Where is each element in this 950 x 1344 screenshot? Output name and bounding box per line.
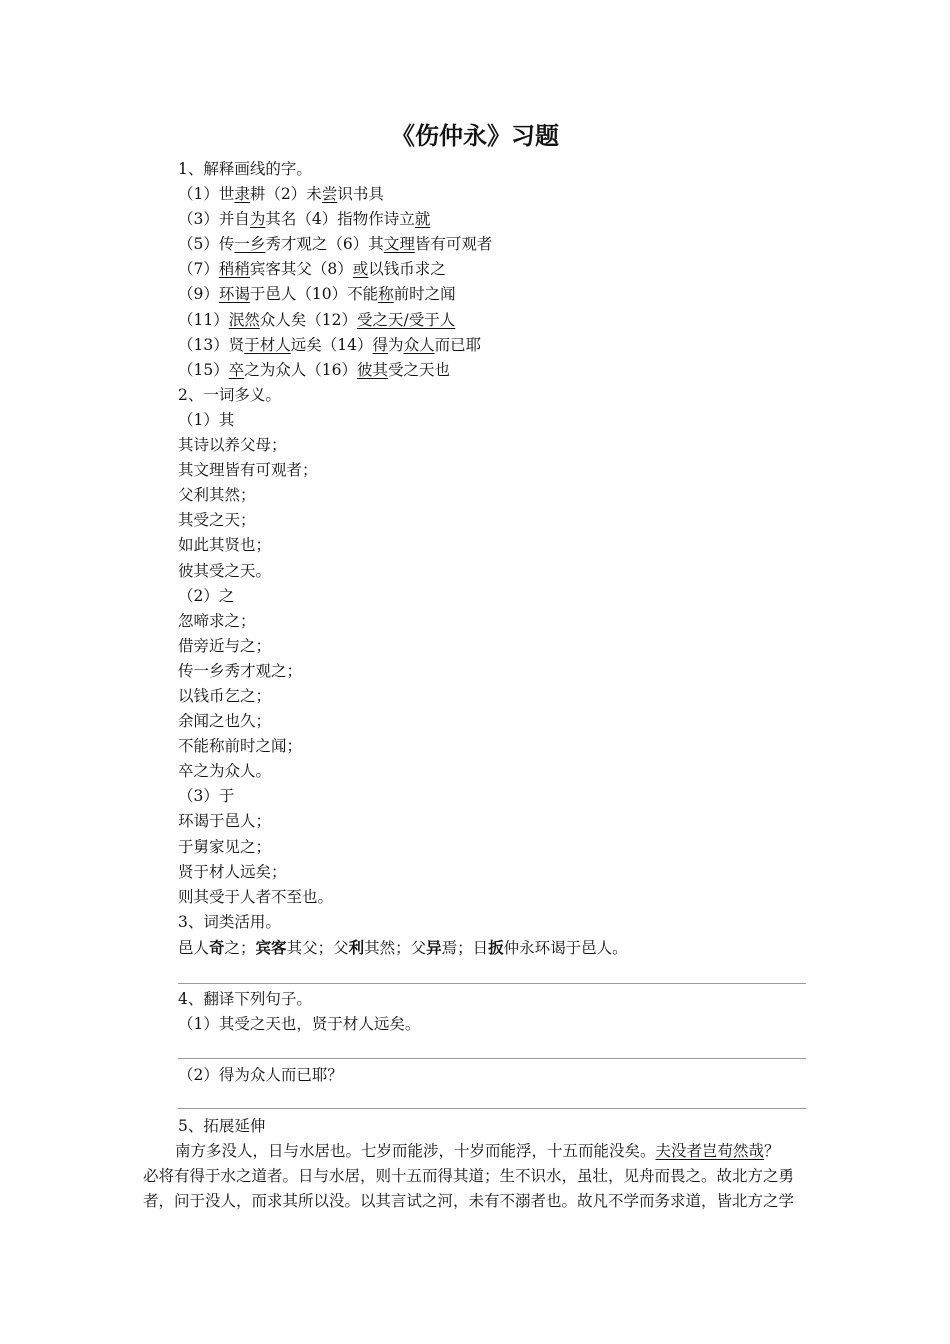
- list-item: 借旁近与之；: [178, 636, 272, 655]
- group-label: （1）其: [178, 410, 235, 429]
- list-item: 则其受于人者不至也。: [178, 887, 334, 906]
- list-item: 传一乡秀才观之；: [178, 661, 303, 680]
- list-item: 其文理皆有可观者；: [178, 461, 318, 480]
- q1-row: （1）世隶耕（2）未尝识书具: [178, 185, 384, 204]
- list-item: 余闻之也久；: [178, 712, 272, 731]
- translate-sentence-1: （1）其受之天也，贤于材人远矣。: [178, 1015, 421, 1034]
- answer-line: [178, 1058, 806, 1059]
- passage-line: 南方多没人，日与水居也。七岁而能涉，十岁而能浮，十五而能没矣。夫没者岂苟然哉？: [175, 1142, 780, 1160]
- q1-row: （15）卒之为众人（16）彼其受之天也: [178, 360, 451, 379]
- question-4: [178, 987, 806, 1037]
- list-item: 忽啼求之；: [178, 611, 256, 630]
- question-1: [178, 157, 806, 960]
- list-item: 彼其受之天。: [178, 561, 272, 580]
- q1-row: （9）环谒于邑人（10）不能称前时之闻: [178, 285, 456, 304]
- question-1-heading: 1、解释画线的字。: [178, 160, 312, 178]
- answer-line: [178, 1108, 806, 1109]
- q3-sentence: 邑人奇之；宾客其父；父利其然；父异焉；日扳仲永环谒于邑人。: [178, 937, 628, 957]
- question-4-part-2: [178, 1063, 806, 1088]
- passage-line: 者，问于没人，而求其所以没。以其言试之河，未有不溺者也。故凡不学而务求道，皆北方之学: [143, 1192, 795, 1210]
- reading-passage: [143, 1139, 808, 1214]
- list-item: 不能称前时之闻；: [178, 737, 303, 756]
- list-item: 卒之为众人。: [178, 762, 272, 781]
- group-label: （3）于: [178, 787, 235, 806]
- passage-line: 必将有得于水之道者。日与水居，则十五而得其道；生不识水，虽壮，见舟而畏之。故北方之勇: [143, 1167, 795, 1185]
- list-item: 其诗以养父母；: [178, 436, 287, 455]
- list-item: 以钱币乞之；: [178, 686, 272, 705]
- question-5-heading: 5、拓展延伸: [178, 1117, 266, 1135]
- group-label: （2）之: [178, 586, 235, 605]
- q1-row: （13）贤于材人远矣（14）得为众人而已耶: [178, 335, 482, 354]
- translate-sentence-2: （2）得为众人而已耶？: [178, 1066, 343, 1084]
- question-2-heading: 2、一词多义。: [178, 385, 281, 404]
- q1-row: （7）稍稍宾客其父（8）或以钱币求之: [178, 260, 446, 279]
- list-item: 贤于材人远矣；: [178, 862, 287, 881]
- list-item: 于舅家见之；: [178, 837, 272, 856]
- list-item: 父利其然；: [178, 486, 256, 505]
- list-item: 如此其贤也；: [178, 536, 272, 555]
- question-3-heading: 3、词类活用。: [178, 912, 281, 931]
- page-title: 《伤仲永》习题: [391, 122, 559, 150]
- question-4-heading: 4、翻译下列句子。: [178, 990, 312, 1008]
- answer-line: [178, 983, 806, 984]
- question-5: [178, 1114, 806, 1139]
- q1-row: （11）泯然众人矣（12）受之天/受于人: [178, 310, 456, 329]
- list-item: 环谒于邑人；: [178, 812, 272, 831]
- list-item: 其受之天；: [178, 511, 256, 530]
- q1-row: （5）传一乡秀才观之（6）其文理皆有可观者: [178, 235, 493, 254]
- q1-row: （3）并自为其名（4）指物作诗立就: [178, 210, 431, 229]
